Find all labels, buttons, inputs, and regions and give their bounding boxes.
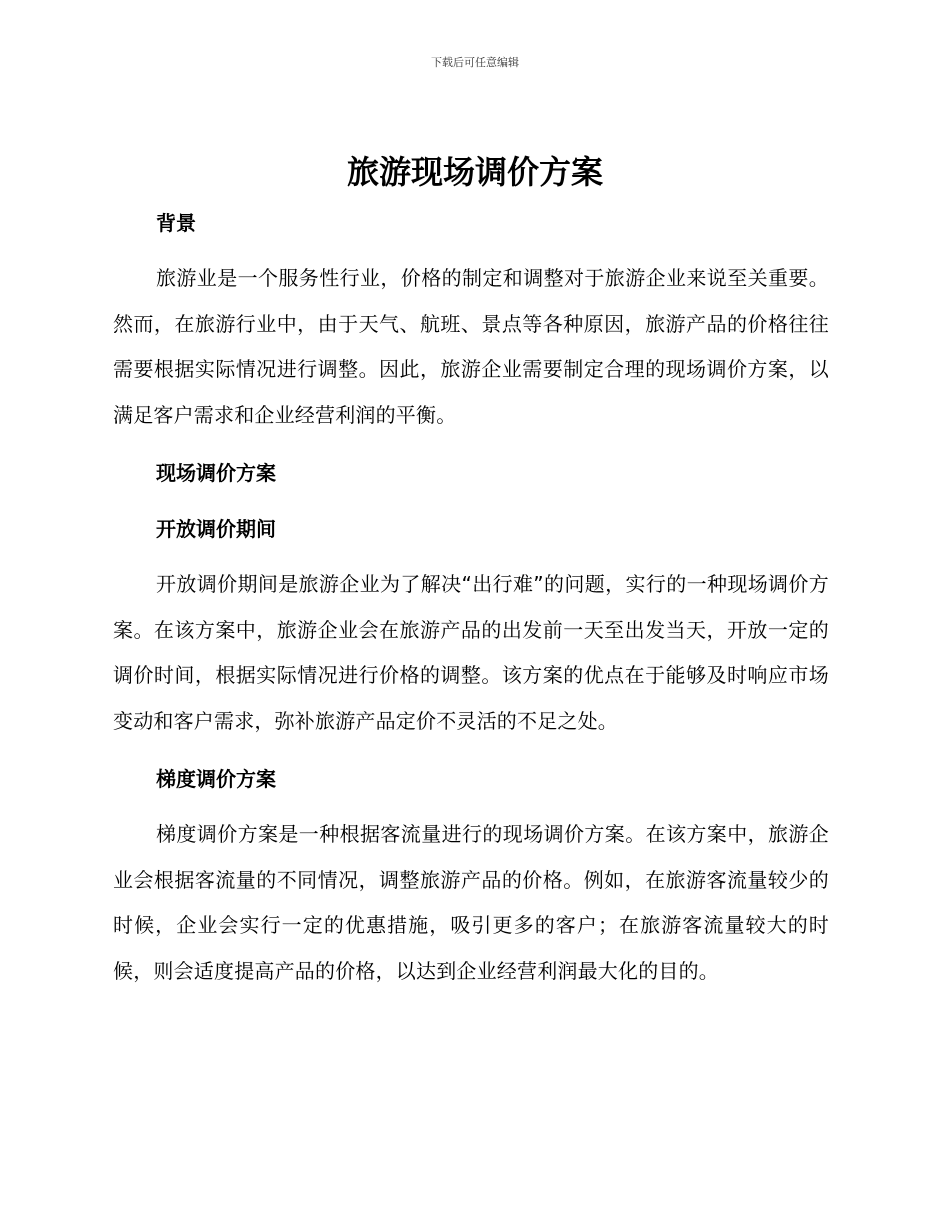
section-heading-background: 背景	[156, 211, 196, 235]
document-body	[113, 200, 829, 994]
section-heading-scheme: 现场调价方案	[156, 461, 276, 485]
section-heading-gradient: 梯度调价方案	[156, 767, 276, 791]
paragraph-gradient: 梯度调价方案是一种根据客流量进行的现场调价方案。在该方案中，旅游企业会根据客流量的不同情况，调整旅游产品的价格。例如，在旅游客流量较少的时候，企业会实行一定的优惠措施，吸引更多的客户；在旅游客流量较大的时候，则会适度提高产品的价格，以达到企业经营利润最大化的目的。	[113, 822, 829, 983]
page-header-note: 下载后可任意编辑	[431, 56, 519, 69]
document-title: 旅游现场调价方案	[346, 153, 603, 191]
paragraph-background: 旅游业是一个服务性行业，价格的制定和调整对于旅游企业来说至关重要。然而，在旅游行业中，由于天气、航班、景点等各种原因，旅游产品的价格往往需要根据实际情况进行调整。因此，旅游企业需要制定合理的现场调价方案，以满足客户需求和企业经营利润的平衡。	[113, 266, 829, 427]
section-heading-open-period: 开放调价期间	[156, 517, 276, 541]
paragraph-open-period: 开放调价期间是旅游企业为了解决“出行难”的问题，实行的一种现场调价方案。在该方案中，旅游企业会在旅游产品的出发前一天至出发当天，开放一定的调价时间，根据实际情况进行价格的调整。该方案的优点在于能够及时响应市场变动和客户需求，弥补旅游产品定价不灵活的不足之处。	[113, 572, 829, 733]
